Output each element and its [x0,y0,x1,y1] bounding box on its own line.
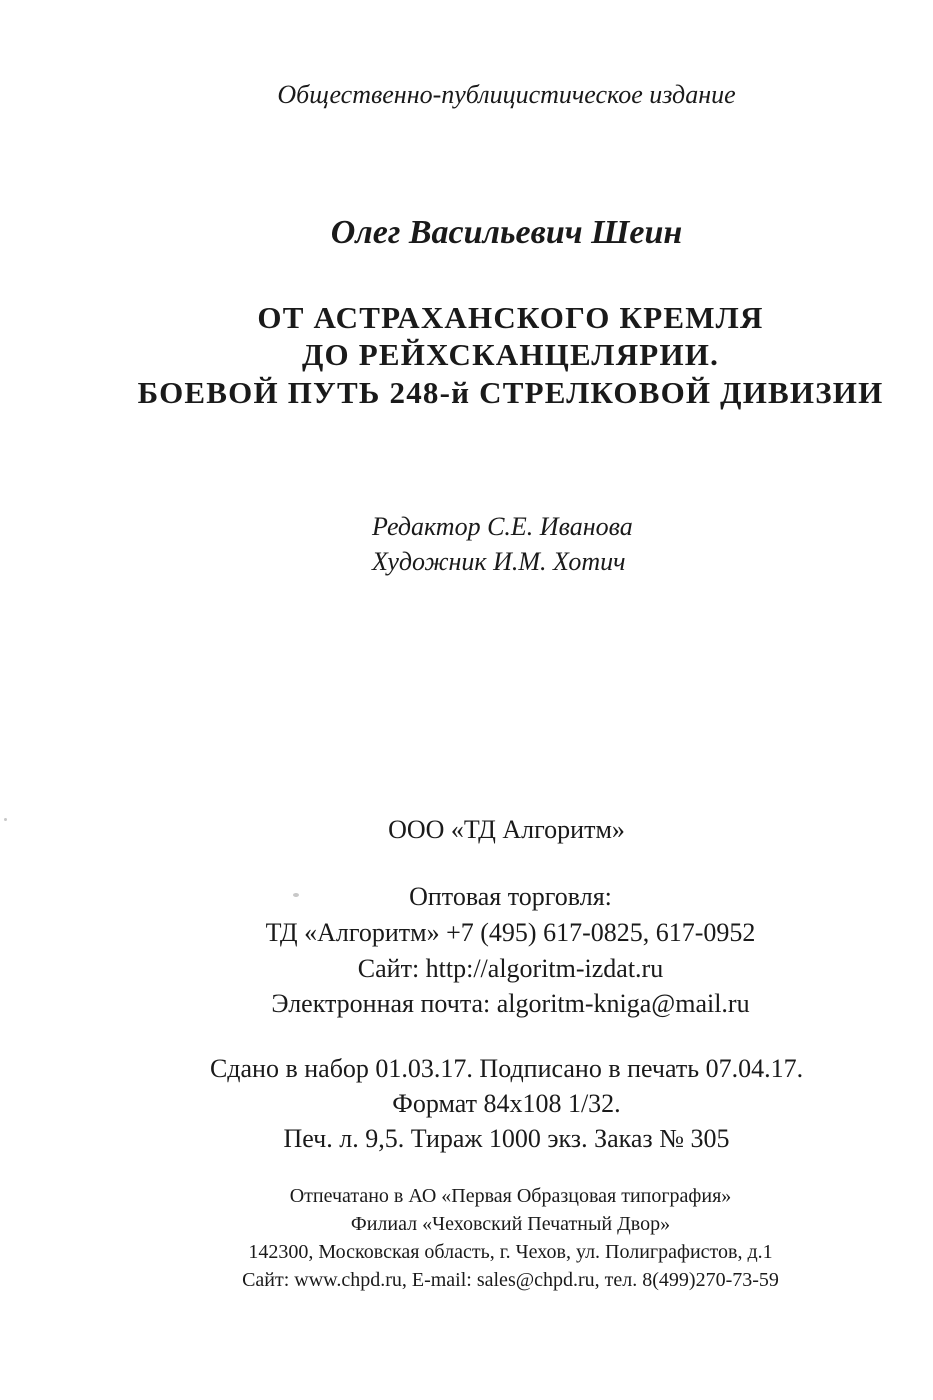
book-title-line-1: ОТ АСТРАХАНСКОГО КРЕМЛЯ [257,300,764,335]
print-format: Формат 84х108 1/32. [392,1089,621,1118]
wholesale-phone: ТД «Алгоритм» +7 (495) 617-0825, 617-0952 [265,918,756,947]
wholesale-heading: Оптовая торговля: [409,882,612,911]
printer-address: 142300, Московская область, г. Чехов, ул. Полиграфистов, д.1 [248,1241,773,1263]
scan-speck [4,818,7,821]
publisher-website: Сайт: http://algoritm-izdat.ru [357,954,664,983]
publication-genre: Общественно-публицистическое издание [277,80,736,109]
book-title-line-2: ДО РЕЙХСКАНЦЕЛЯРИИ. [301,337,720,372]
printer-contacts: Сайт: www.chpd.ru, E-mail: sales@chpd.ru, тел. 8(499)270-73-59 [242,1269,779,1291]
editor-credit: Редактор С.Е. Иванова [372,512,633,541]
artist-credit: Художник И.М. Хотич [372,547,626,576]
book-title-line-3: БОЕВОЙ ПУТЬ 248-й СТРЕЛКОВОЙ ДИВИЗИИ [137,375,884,410]
author-name: Олег Васильевич Шеин [330,214,683,251]
publisher-name: ООО «ТД Алгоритм» [388,815,625,844]
print-dates: Сдано в набор 01.03.17. Подписано в печать 07.04.17. [209,1054,804,1083]
print-run: Печ. л. 9,5. Тираж 1000 экз. Заказ № 305 [283,1124,730,1153]
printer-line-1: Отпечатано в АО «Первая Образцовая типография» [289,1185,732,1207]
publisher-email: Электронная почта: algoritm-kniga@mail.ru [271,989,750,1018]
scan-speck [293,893,299,897]
printer-line-2: Филиал «Чеховский Печатный Двор» [350,1213,671,1235]
